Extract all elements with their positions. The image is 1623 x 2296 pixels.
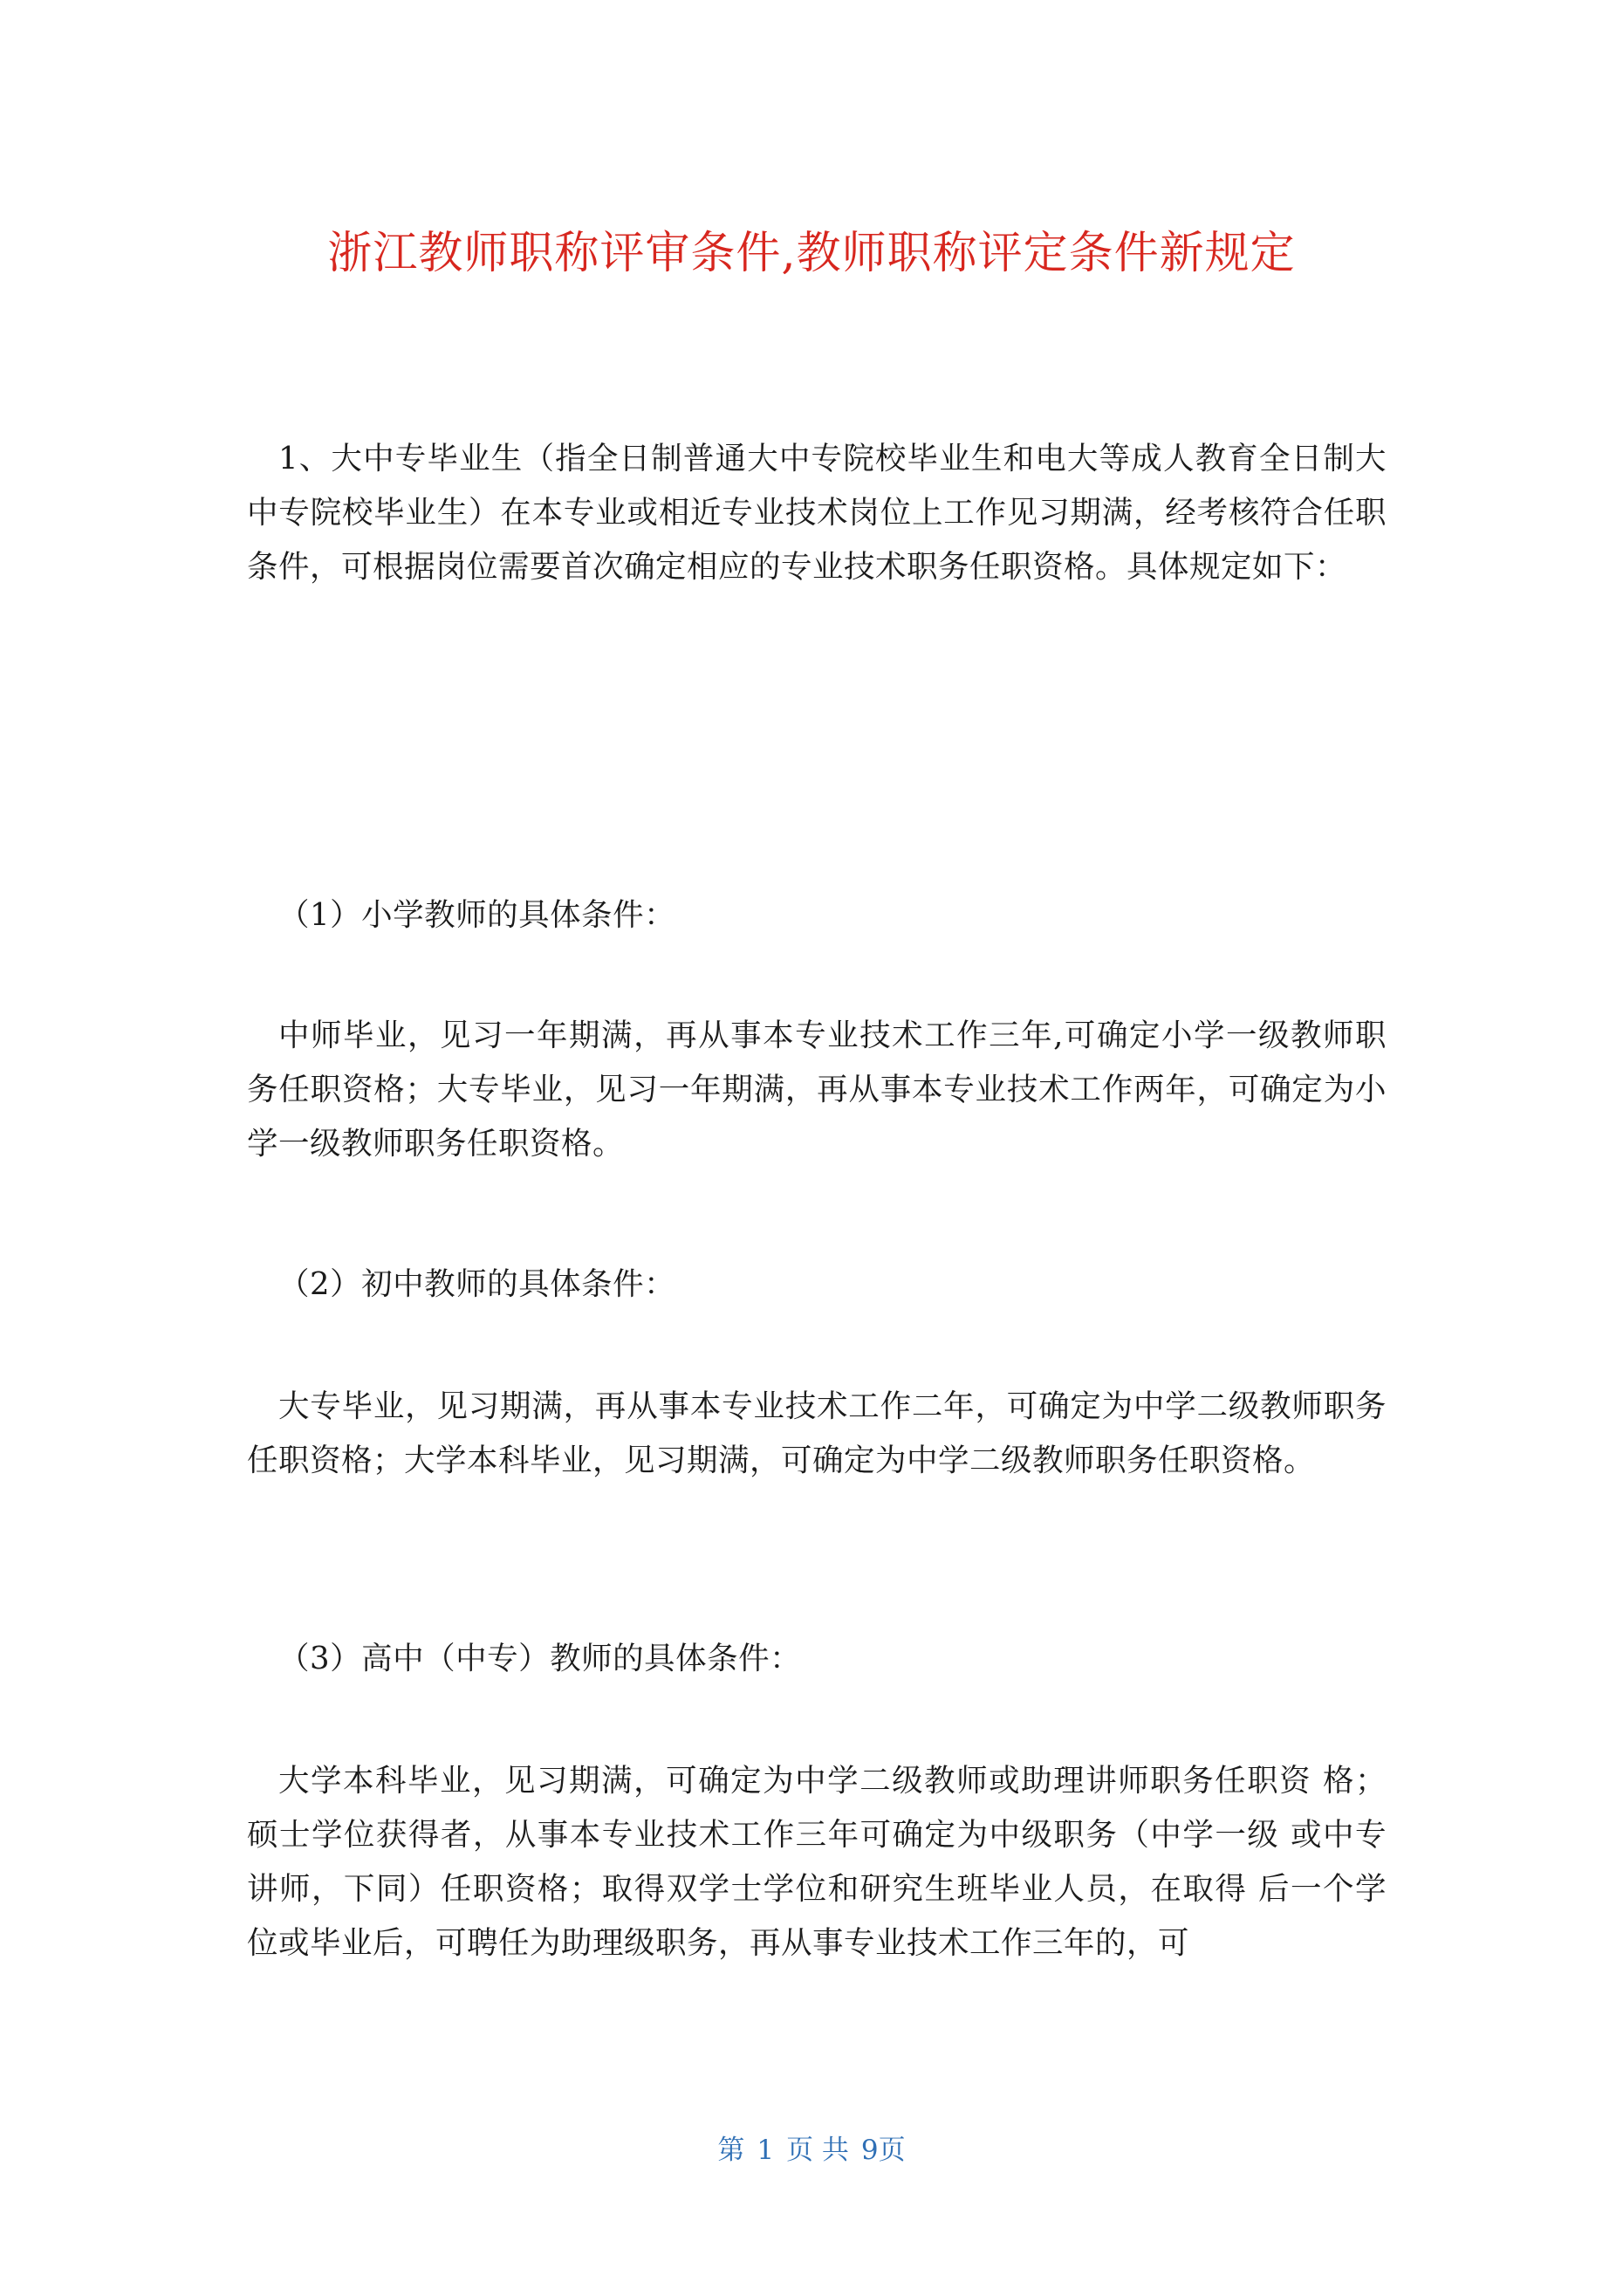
- paragraph-junior-high-teacher: 大专毕业，见习期满，再从事本专业技术工作二年，可确定为中学二级教师职务任职资格；大学本科毕业，见习期满，可确定为中学二级教师职务任职资格。: [247, 1388, 1387, 1478]
- page-footer: [0, 2133, 1623, 2168]
- document-title: 浙江教师职称评审条件,教师职称评定条件新规定: [327, 228, 1296, 280]
- paragraph-primary-teacher: 中师毕业，见习一年期满，再从事本专业技术工作三年,可确定小学一级教师职务任职资格；大专毕业，见习一年期满，再从事本专业技术工作两年，可确定为小学一级教师职务任职资格。: [247, 1018, 1387, 1162]
- heading-primary-teacher: （1）小学教师的具体条件：: [278, 897, 676, 933]
- footer-current-page: 1: [757, 2135, 775, 2166]
- paragraph-graduates-intro: 1、大中专毕业生（指全日制普通大中专院校毕业生和电大等成人教育全日制大中专院校毕业生）在本专业或相近专业技术岗位上工作见习期满，经考核符合任职条件，可根据岗位需要首次确定相应的专业技术职务任职资格。具体规定如下：: [247, 441, 1387, 585]
- footer-suffix: 页: [878, 2135, 906, 2166]
- paragraph-senior-high-teacher: 大学本科毕业，见习期满，可确定为中学二级教师或助理讲师职务任职资 格；硕士学位获得者，从事本专业技术工作三年可确定为中级职务（中学一级 或中专讲师，下同）任职资格；取得双学士学位和研究生班毕业人员，在取得 后一个学位或毕业后，可聘任为助理级职务，再从事专业技术工作三年的，可: [247, 1763, 1387, 1961]
- footer-middle: 页 共: [786, 2135, 849, 2166]
- footer-prefix: 第: [717, 2135, 745, 2166]
- heading-senior-high-teacher: （3）高中（中专）教师的具体条件：: [278, 1641, 802, 1676]
- heading-junior-high-teacher: （2）初中教师的具体条件：: [278, 1266, 676, 1302]
- footer-total-pages: 9: [860, 2135, 879, 2166]
